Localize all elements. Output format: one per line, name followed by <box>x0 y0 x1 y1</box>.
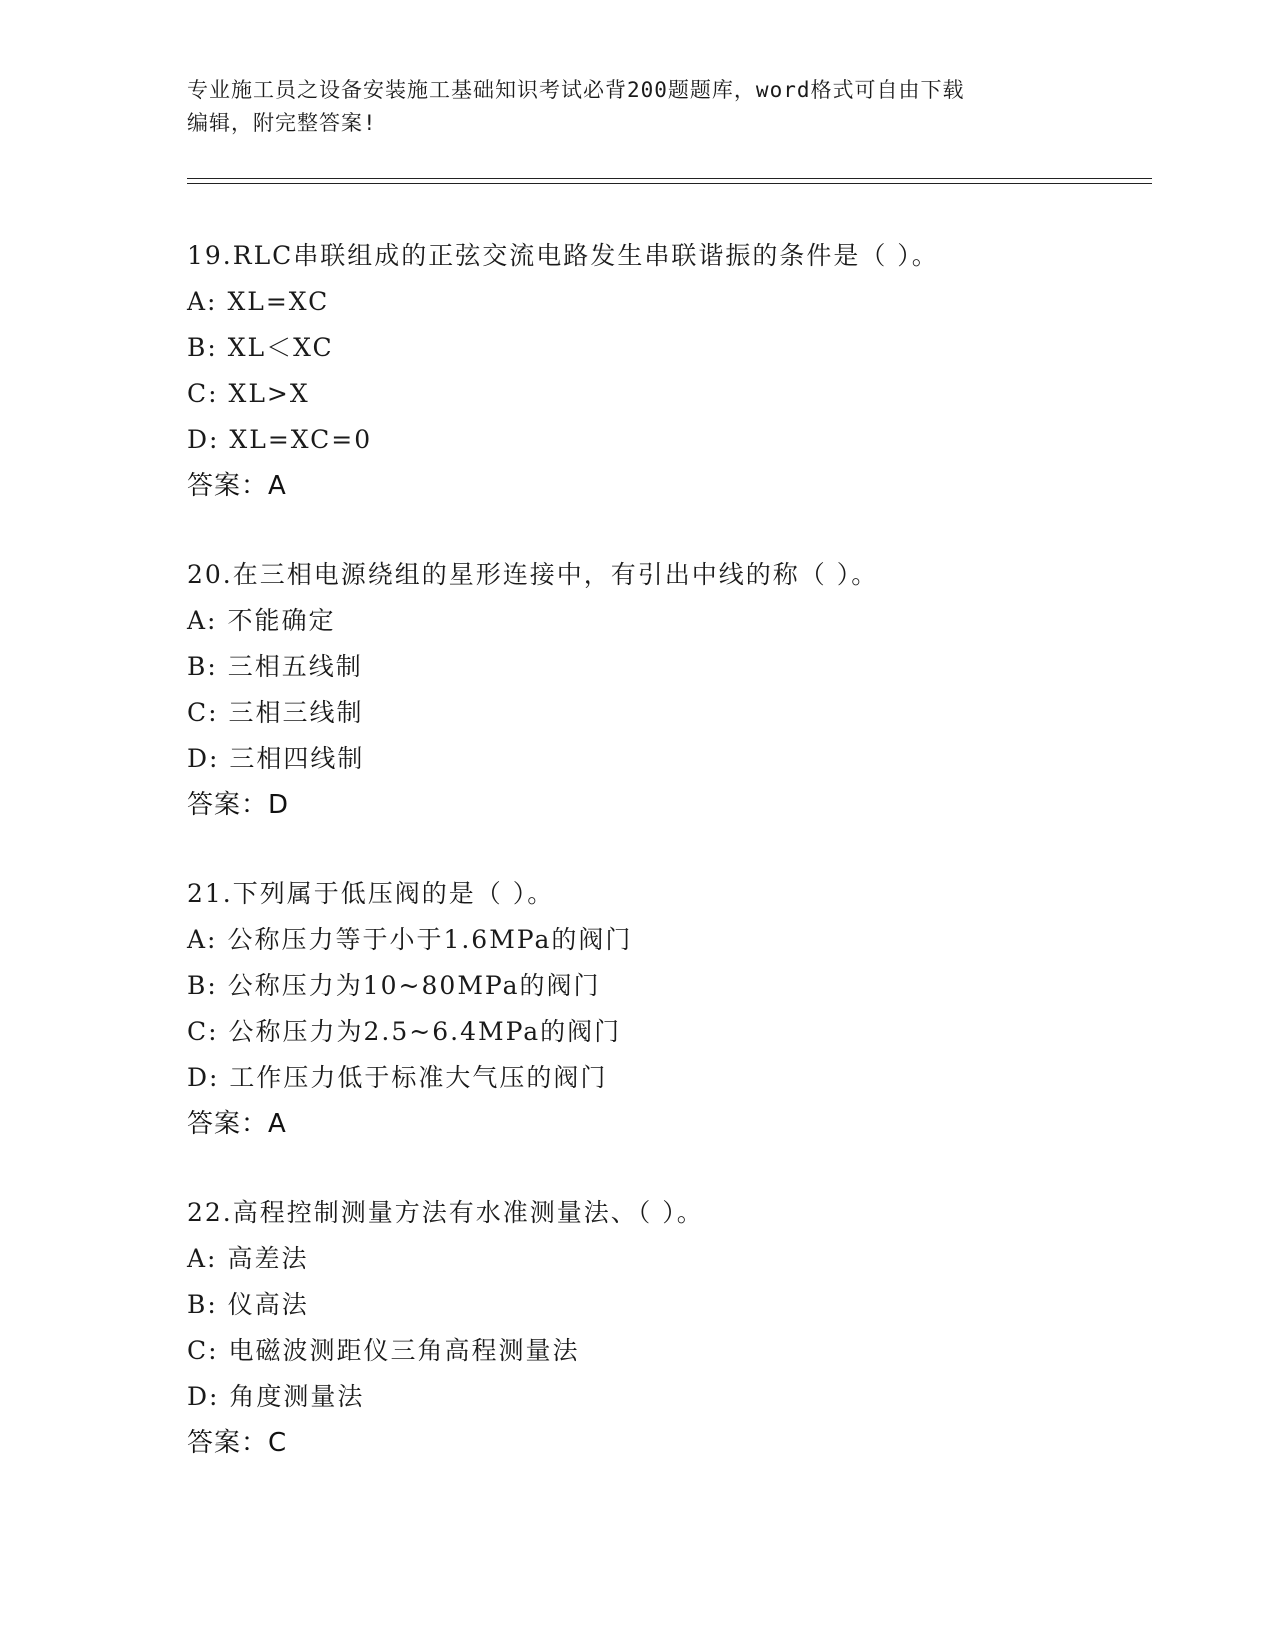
option-c <box>187 690 1147 736</box>
option-label: B: <box>187 971 218 1000</box>
question-19 <box>187 233 1147 509</box>
question-text: 19.RLC串联组成的正弦交流电路发生串联谐振的条件是（ ）。 <box>187 241 939 270</box>
option-label: D: <box>187 744 220 773</box>
option-text: 三相三线制 <box>228 698 364 727</box>
question-text: 21.下列属于低压阀的是（ ）。 <box>187 879 555 908</box>
question-21 <box>187 871 1147 1147</box>
option-label: B: <box>187 1290 218 1319</box>
option-text: 电磁波测距仪三角高程测量法 <box>228 1336 580 1365</box>
option-label: C: <box>187 698 219 727</box>
question-text: 22.高程控制测量方法有水准测量法、（ ）。 <box>187 1198 704 1227</box>
option-b <box>187 963 1147 1009</box>
option-label: A: <box>187 606 218 635</box>
option-c <box>187 371 1147 417</box>
option-d <box>187 1374 1147 1420</box>
option-label: C: <box>187 379 219 408</box>
option-label: B: <box>187 652 218 681</box>
option-label: C: <box>187 1017 219 1046</box>
answer-text: 答案：A <box>187 471 287 501</box>
option-label: C: <box>187 1336 219 1365</box>
option-b <box>187 644 1147 690</box>
option-a <box>187 1236 1147 1282</box>
option-text: 高差法 <box>227 1244 309 1273</box>
question-20 <box>187 552 1147 828</box>
option-text: XL=XC=0 <box>229 425 373 454</box>
option-label: B: <box>187 333 218 362</box>
option-text: 公称压力等于小于1.6MPa的阀门 <box>227 925 633 954</box>
option-text: 工作压力低于标准大气压的阀门 <box>229 1063 608 1092</box>
header-divider-top <box>187 178 1152 179</box>
option-d <box>187 417 1147 463</box>
option-text: 公称压力为10~80MPa的阀门 <box>227 971 601 1000</box>
answer-text: 答案：A <box>187 1109 287 1139</box>
option-label: A: <box>187 287 218 316</box>
option-a <box>187 598 1147 644</box>
option-label: A: <box>187 1244 218 1273</box>
answer-text: 答案：C <box>187 1428 288 1458</box>
option-text: XL＜XC <box>227 333 334 362</box>
option-text: 三相四线制 <box>229 744 365 773</box>
option-a <box>187 917 1147 963</box>
option-text: XL>X <box>228 379 310 408</box>
question-text: 20.在三相电源绕组的星形连接中，有引出中线的称（ ）。 <box>187 560 879 589</box>
option-label: D: <box>187 1063 220 1092</box>
option-d <box>187 1055 1147 1101</box>
answer-text: 答案：D <box>187 790 290 820</box>
option-c <box>187 1328 1147 1374</box>
option-text: 三相五线制 <box>227 652 363 681</box>
option-text: 不能确定 <box>227 606 336 635</box>
option-b <box>187 325 1147 371</box>
option-label: D: <box>187 425 220 454</box>
option-text: 角度测量法 <box>229 1382 365 1411</box>
option-label: D: <box>187 1382 220 1411</box>
header-title-line-1: 专业施工员之设备安装施工基础知识考试必背200题题库，word格式可自由下载 <box>187 78 965 102</box>
option-a <box>187 279 1147 325</box>
option-text: XL=XC <box>227 287 330 316</box>
option-d <box>187 736 1147 782</box>
header-divider-bottom <box>187 183 1152 184</box>
question-22 <box>187 1190 1147 1466</box>
option-text: 公称压力为2.5~6.4MPa的阀门 <box>228 1017 622 1046</box>
option-text: 仪高法 <box>227 1290 309 1319</box>
header-title-line-2: 编辑，附完整答案! <box>187 111 377 135</box>
option-c <box>187 1009 1147 1055</box>
option-label: A: <box>187 925 218 954</box>
option-b <box>187 1282 1147 1328</box>
document-header <box>187 74 1087 140</box>
